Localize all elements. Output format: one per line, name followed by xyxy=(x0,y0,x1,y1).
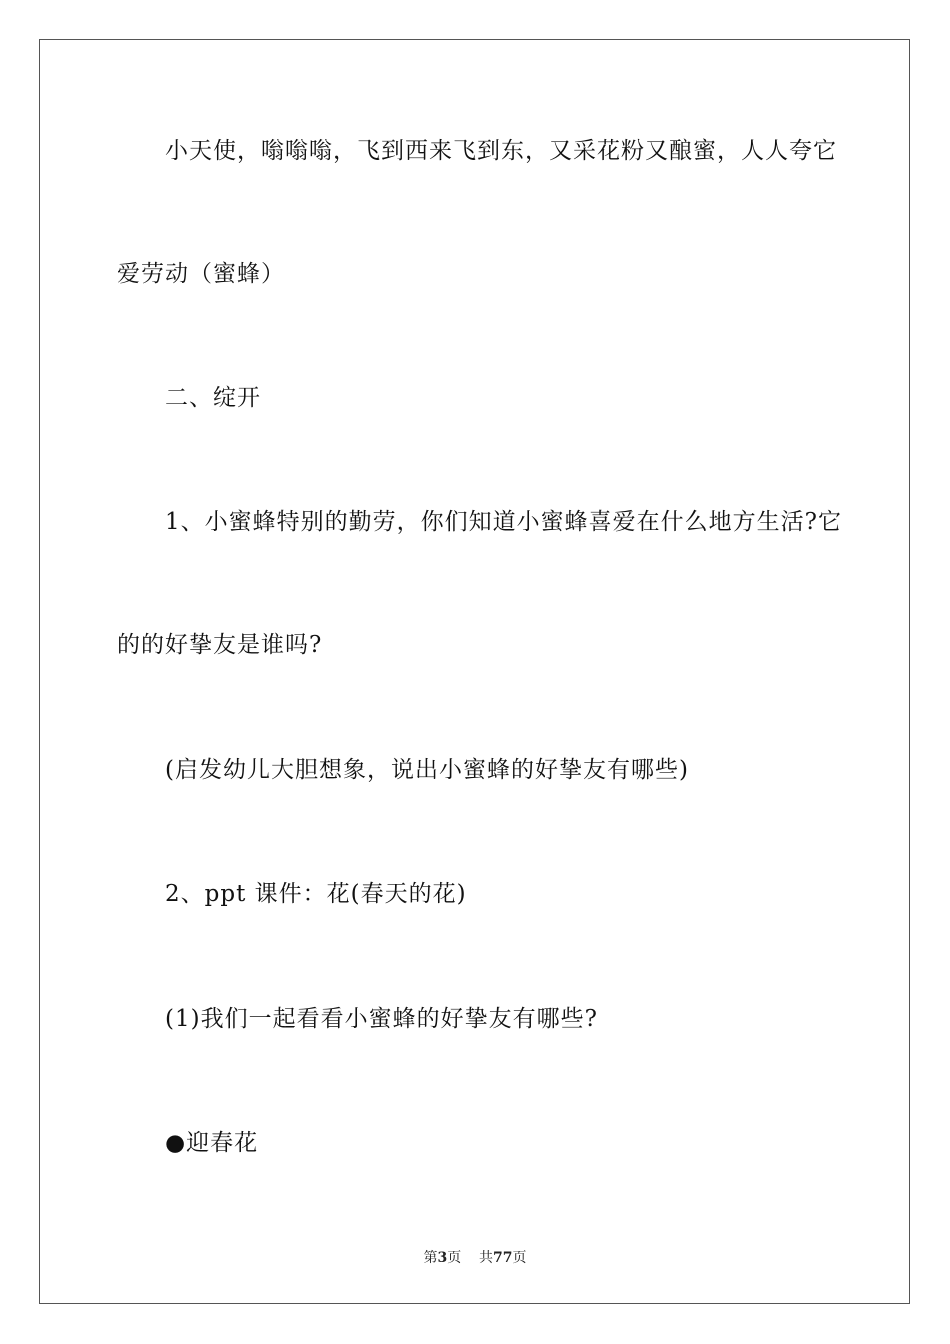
paragraph-line-1: 小天使，嗡嗡嗡，飞到西来飞到东，又采花粉又酿蜜，人人夸它 xyxy=(165,138,837,164)
paragraph-line-2: 爱劳动（蜜蜂） xyxy=(117,261,285,287)
footer-prefix: 第 xyxy=(423,1250,438,1266)
footer-page-number: 3 xyxy=(437,1250,448,1266)
footer-total-pages: 77 xyxy=(493,1250,513,1266)
paragraph-line-6: 2、ppt 课件：花(春天的花) xyxy=(165,881,467,907)
paragraph-line-5: (启发幼儿大胆想象，说出小蜜蜂的好挚友有哪些) xyxy=(165,757,689,783)
paragraph-line-7: (1)我们一起看看小蜜蜂的好挚友有哪些? xyxy=(165,1006,598,1032)
bullet-item: ●迎春花 xyxy=(165,1130,259,1156)
footer-page-suffix: 页 xyxy=(447,1250,462,1266)
footer-total-suffix: 页 xyxy=(512,1250,527,1266)
page-footer xyxy=(0,1249,950,1267)
page-frame xyxy=(39,39,910,1304)
section-heading: 二、绽开 xyxy=(165,385,261,411)
footer-total-prefix: 共 xyxy=(479,1250,494,1266)
paragraph-line-4: 的的好挚友是谁吗? xyxy=(117,632,323,658)
paragraph-line-3: 1、小蜜蜂特别的勤劳，你们知道小蜜蜂喜爱在什么地方生活?它 xyxy=(165,509,842,535)
